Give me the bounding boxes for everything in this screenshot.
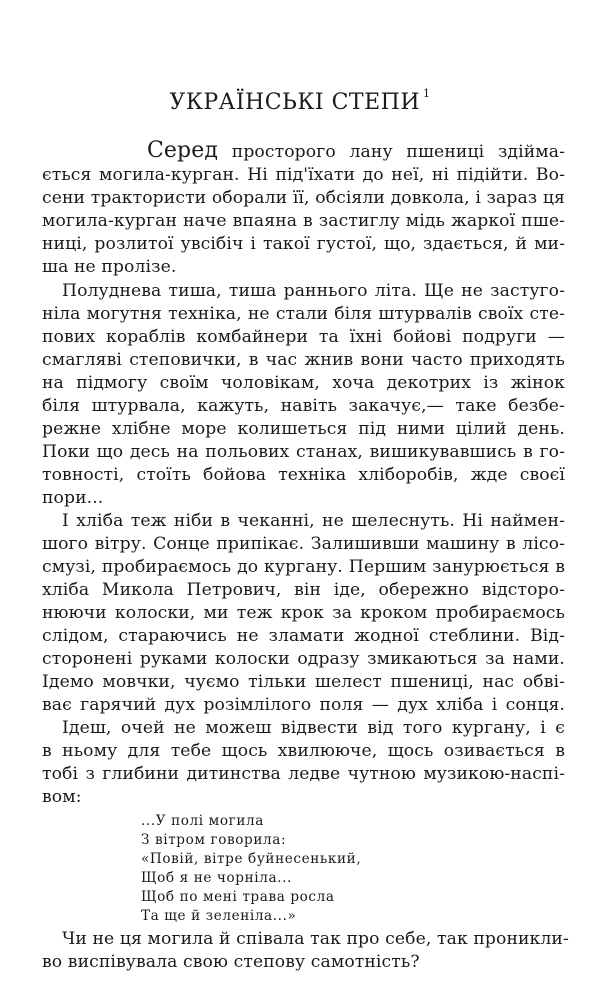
text-line <box>147 140 565 162</box>
verse-line: «Повій, вітре буйнесенький, <box>141 851 362 867</box>
verse-line: З вітром говорила: <box>141 832 287 848</box>
text-line: І хліба теж ніби в чеканні, не шелеснуть. Ні наймен- <box>62 511 565 531</box>
text-line: режне хлібне море колишеться під ними цілий день. <box>42 419 565 439</box>
text-line: смагляві степовички, в час жнив вони часто приходять <box>42 350 565 370</box>
text-line: тобі з глибини дитинства ледве чутною музикою-наспі- <box>42 764 565 784</box>
verse-line: Та ще й зеленіла...» <box>141 908 297 924</box>
text-line: ніла могутня техніка, не стали біля штурвалів своїх сте- <box>42 304 565 324</box>
chapter-title-text: УКРАЇНСЬКІ СТЕПИ <box>169 90 421 115</box>
lead-word: Серед <box>147 138 219 163</box>
text-line: вом: <box>42 787 82 807</box>
chapter-title <box>0 87 600 115</box>
text-line: слідом, стараючись не зламати жодної стеблини. Від- <box>42 626 565 646</box>
title-footnote-marker: 1 <box>423 87 431 100</box>
text-line: сторонені руками колоски одразу змикаються за нами. <box>42 649 565 669</box>
text-line: пори... <box>42 488 104 508</box>
verse-block <box>141 812 361 926</box>
text-line: шого вітру. Сонце припікає. Залишивши машину в лісо- <box>42 534 565 554</box>
text-line: ша не пролізе. <box>42 257 177 277</box>
text-line: сени трактористи оборали її, обсіяли довкола, і зараз ця <box>42 188 565 208</box>
text-line: товності, стоїть бойова техніка хліборобів, жде своєї <box>42 465 565 485</box>
text-line: Полуднева тиша, тиша раннього літа. Ще не застуго- <box>62 281 565 301</box>
text-line: Поки що десь на польових станах, вишикувавшись в го- <box>42 442 565 462</box>
verse-line: Щоб по мені трава росла <box>141 889 335 905</box>
text-line: на підмогу своїм чоловікам, хоча декотрих із жінок <box>42 373 565 393</box>
text-line: ває гарячий дух розімлілого поля — дух хліба і сонця. <box>42 695 565 715</box>
text-line-content: просторого лану пшениці здійма- <box>218 142 565 162</box>
text-line: могила-курган наче впаяна в застиглу мідь жаркої пше- <box>42 211 565 231</box>
text-line: пових кораблів комбайнери та їхні бойові подруги — <box>42 327 565 347</box>
text-line: Ідеш, очей не можеш відвести від того кургану, і є <box>62 718 565 738</box>
text-line: ниці, розлитої увсібіч і такої густої, що, здається, й ми- <box>42 234 565 254</box>
text-line: в ньому для тебе щось хвилююче, щось озивається в <box>42 741 565 761</box>
text-line: хліба Микола Петрович, він іде, обережно відсторо- <box>42 580 565 600</box>
text-line: ється могила-курган. Ні під'їхати до неї, ні підійти. Во- <box>42 165 565 185</box>
text-line: смузі, пробираємось до кургану. Першим занурюється в <box>42 557 565 577</box>
verse-line: ...У полі могила <box>141 813 264 829</box>
verse-line: Щоб я не чорніла... <box>141 870 292 886</box>
text-line: біля штурвала, кажуть, навіть закачує,— таке безбе- <box>42 396 565 416</box>
text-line: Чи не ця могила й співала так про себе, так проникли- <box>62 929 569 949</box>
text-line: нюючи колоски, ми теж крок за кроком пробираємось <box>42 603 565 623</box>
text-line: Ідемо мовчки, чуємо тільки шелест пшениці, нас обві- <box>42 672 565 692</box>
text-line: во виспівувала свою степову самотність? <box>42 952 420 972</box>
